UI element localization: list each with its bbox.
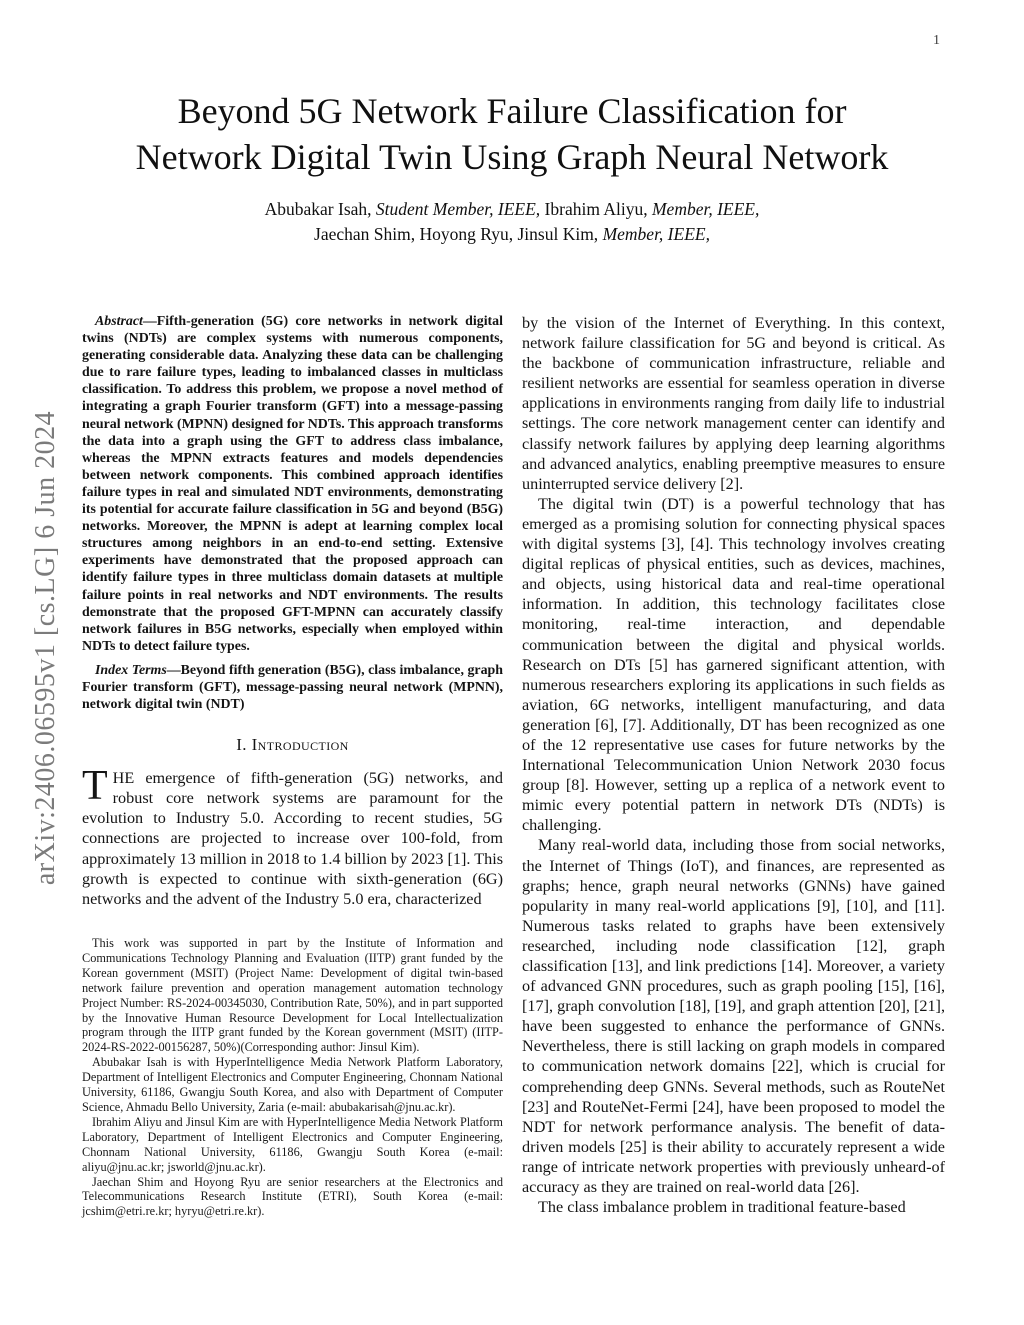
introduction-paragraph-1-text: HE emergence of fifth-generation (5G) networks, and robust core network systems are paramount for the evolution to Industry 5.0. According to recent studies, 5G connections are projected to increase over 100-fold, from approximately 13 million in 2018 to 1.4 billion by 2023 [1]. This growth is expected to continue with sixth-generation (6G) networks and the advent of the Industry 5.0 era, characterized xyxy=(82,769,504,908)
author-role: Student Member, IEEE, xyxy=(375,199,541,219)
arxiv-sidebar-banner: arXiv:2406.06595v1 [cs.LG] 6 Jun 2024 xyxy=(30,410,61,886)
body-paragraph: by the vision of the Internet of Everything. In this context, network failure classification for 5G and beyond is critical. As the backbone of communication infrastructure, reliable and resilient networks are essential for seamless operation in diverse applications in environments ranging from daily life to industrial settings. The core network management center can identify and classify network failures by applying deep learning algorithms and advanced analytics, enabling preemptive measures to ensure uninterrupted service delivery [2]. xyxy=(522,314,945,493)
paper-title-line1: Beyond 5G Network Failure Classification for xyxy=(177,91,847,131)
author-name: Abubakar Isah, xyxy=(264,199,376,219)
author-line-2 xyxy=(0,222,1024,247)
footnote-author-shim-ryu: Jaechan Shim and Hoyong Ryu are senior researchers at the Electronics and Telecommunications Research Institute (ETRI), South Korea (e-mail: jcshim@etri.re.kr; hyryu@etri.re.kr). xyxy=(82,1174,503,1219)
footnote-funding: This work was supported in part by the Institute of Information and Communications Technology Planning and Evaluation (IITP) grant funded by the Korean government (MSIT) (Project Name: Development of digital twin-based network failure prevention and operation management automation technology Project Number: RS-2024-00345030, Contribution Rate, 50%), and in part supported by the Innovative Human Resource Development for Local Intellectualization program through the IITP grant funded by the Korean government (MSIT) (IITP-2024-RS-2022-00156287, 50%)(Corresponding author: Jinsul Kim). xyxy=(82,936,503,1055)
index-terms-label: Index Terms xyxy=(95,662,167,678)
author-name: Ibrahim Aliyu, xyxy=(540,199,652,219)
author-list xyxy=(0,197,1024,247)
body-paragraph: The class imbalance problem in traditional feature-based xyxy=(538,1198,906,1217)
dropcap-letter: T xyxy=(82,763,108,810)
author-line-1 xyxy=(0,197,1024,222)
paper-title-line2: Network Digital Twin Using Graph Neural Network xyxy=(135,137,889,177)
right-column xyxy=(522,313,945,1217)
author-name: Jaechan Shim, Hoyong Ryu, Jinsul Kim, xyxy=(314,224,603,244)
index-terms-body: —Beyond fifth generation (B5G), class imbalance, graph Fourier transform (GFT), message-passing neural network (MPNN), network digital twin (NDT) xyxy=(82,662,503,713)
abstract-body: —Fifth-generation (5G) core networks in network digital twins (NDTs) are complex systems with numerous components, generating considerable data. Analyzing these data can be challenging due to rare failure types, leading to imbalanced classes in multiclass classification. To address this problem, we propose a novel method of integrating a graph Fourier transform (GFT) into a message-passing neural network (MPNN) designed for NDTs. This approach transforms the data into a graph using the GFT to address class imbalance, whereas the MPNN extracts features and models dependencies between network components. This combined approach identifies failure types in real and simulated NDT environments, demonstrating its potential for accurate failure classification in 5G and beyond (B5G) networks. Moreover, the MPNN is adept at learning complex local structures among neighbors in an end-to-end setting. Extensive experiments have demonstrated that the proposed approach can identify failure types in three multiclass domain datasets at multiple failure points in real networks and NDT environments. The results demonstrate that the proposed GFT-MPNN can accurately classify network failures in B5G networks, especially when employed within NDTs to detect failure types. xyxy=(82,314,503,654)
author-role: Member, IEEE, xyxy=(651,199,760,219)
left-column xyxy=(82,313,503,909)
footnote-author-aliyu-kim: Ibrahim Aliyu and Jinsul Kim are with HyperIntelligence Media Network Platform Laboratory, Department of Intelligent Electronics and Computer Engineering, Chonnam National University, 61186, Gwangju South Korea (e-mail: aliyu@jnu.ac.kr; jsworld@jnu.ac.kr). xyxy=(82,1114,503,1174)
introduction-paragraph-1 xyxy=(82,763,504,909)
page-number: 1 xyxy=(933,33,940,48)
section-heading-introduction: I. Introduction xyxy=(236,735,349,755)
author-role: Member, IEEE, xyxy=(602,224,710,244)
body-paragraph: The digital twin (DT) is a powerful technology that has emerged as a promising solution for connecting physical spaces with digital systems [3], [4]. This technology involves creating digital replicas of physical entities, such as devices, machines, and objects, using historical data and real-time operational information. In addition, this technology facilitates close monitoring, real-time interaction, and dependable communication between the digital and physical worlds. Research on DTs [5] has garnered significant attention, with numerous researchers exploring its applications in such fields as aviation, 6G networks, intelligent manufacturing, and data generation [6], [7]. Additionally, DT has been recognized as one of the 12 representative use cases for future networks by the International Telecommunication Union Network 2030 focus group [8]. However, setting up a replica of a network event to mimic every potential pattern in network DTs (NDTs) is challenging. xyxy=(522,494,945,835)
footnote-author-isah: Abubakar Isah is with HyperIntelligence Media Network Platform Laboratory, Department of Intelligent Electronics and Computer Engineering, Chonnam National University, 61186, Gwangju South Korea, and also with Department of Computer Science, Ahmadu Bello University, Zaria (e-mail: abubakarisah@jnu.ac.kr). xyxy=(82,1055,503,1114)
abstract xyxy=(82,313,503,655)
paper-title xyxy=(0,88,1024,180)
footnote-block xyxy=(82,936,503,1219)
abstract-label: Abstract xyxy=(95,314,143,329)
body-paragraph: Many real-world data, including those from social networks, the Internet of Things (IoT), and finances, are represented as graphs; hence, graph neural networks (GNNs) have gained popularity in many real-world applications [9], [10], and [11]. Numerous tasks related to graphs have been extensively researched, including node classification [12], graph classification [13], and link predictions [14]. Moreover, a variety of advanced GNN procedures, such as graph pooling [15], [16], [17], graph convolution [18], [19], and graph attention [20], [21], have been suggested to enhance the performance of GNNs. Nevertheless, there is still lacking on graph models in compared to communication network domains [22], which is crucial for comprehending deep GNNs. Several methods, such as RouteNet [23] and RouteNet-Fermi [24], have been proposed to model the NDT for network performance analysis. The benefit of data-driven models [25] is their ability to accurately represent a wide range of intricate network properties with previously unheard-of accuracy as they are trained on real-world data [26]. xyxy=(522,836,945,1197)
index-terms xyxy=(82,662,503,713)
